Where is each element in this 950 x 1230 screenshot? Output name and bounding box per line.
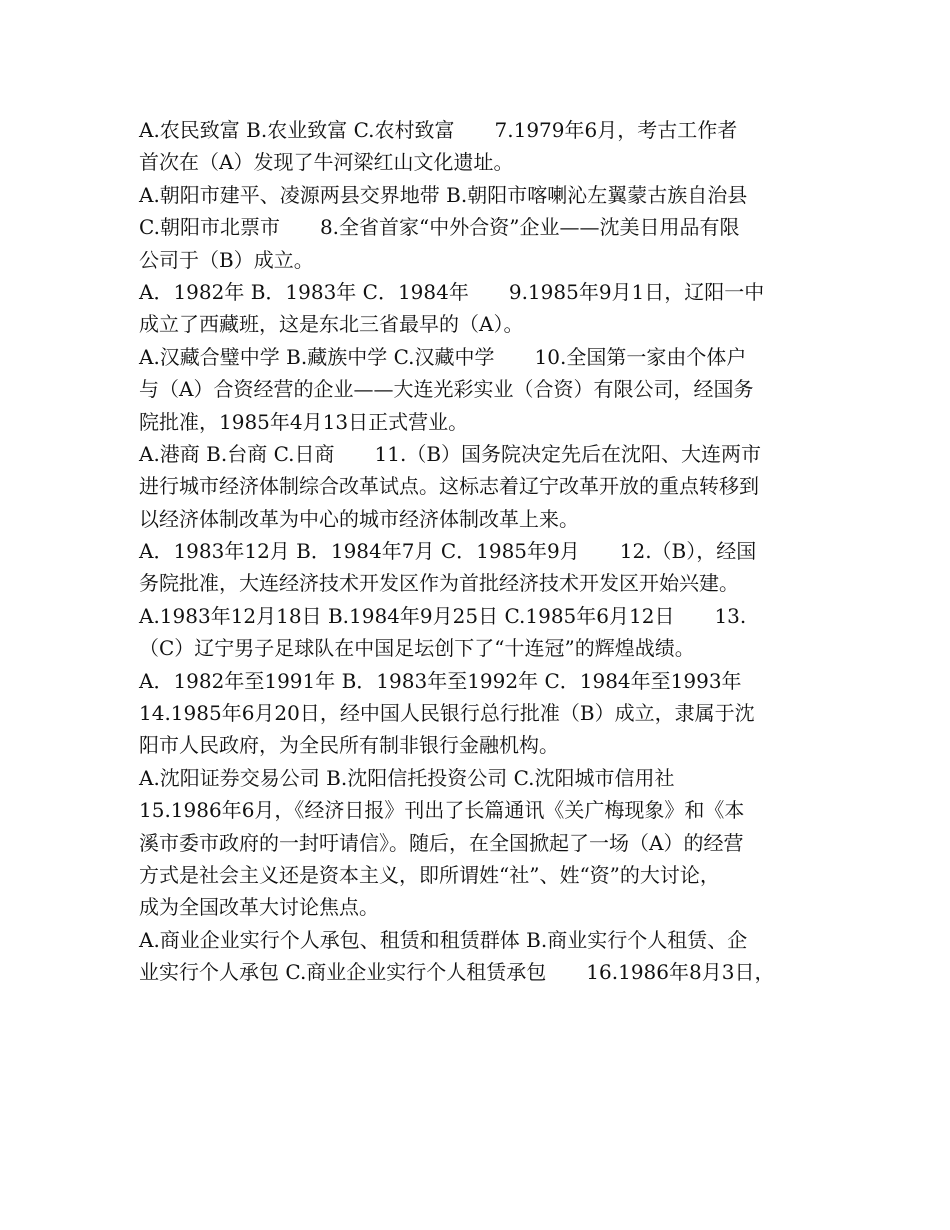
document-body	[139, 114, 819, 989]
text-line: 溪市委市政府的一封吁请信》。随后，在全国掀起了一场（A）的经营	[139, 830, 744, 855]
text-line: 以经济体制改革为中心的城市经济体制改革上来。	[139, 506, 579, 531]
text-line: A.农民致富 B.农业致富 C.农村致富 7.1979年6月，考古工作者	[139, 118, 738, 142]
text-line: A.商业企业实行个人承包、租赁和租赁群体 B.商业实行个人租赁、企	[139, 927, 748, 952]
text-line: C.朝阳市北票市 8.全省首家“中外合资”企业——沈美日用品有限	[139, 215, 740, 240]
text-line: A．1982年 B．1983年 C．1984年 9.1985年9月1日，辽阳一中	[139, 279, 765, 304]
text-line: 院批准，1985年4月13日正式营业。	[139, 409, 469, 434]
text-line: 15.1986年6月，《经济日报》刊出了长篇通讯《关广梅现象》和《本	[139, 798, 745, 823]
text-line: 公司于（B）成立。	[139, 247, 314, 272]
text-line: A．1983年12月 B．1984年7月 C．1985年9月 12.（B），经国	[139, 539, 757, 564]
text-line: 首次在（A）发现了牛河梁红山文化遗址。	[139, 150, 514, 175]
text-line: A.沈阳证券交易公司 B.沈阳信托投资公司 C.沈阳城市信用社	[139, 765, 675, 790]
text-line: 进行城市经济体制综合改革试点。这标志着辽宁改革开放的重点转移到	[139, 474, 759, 499]
text-line: A.汉藏合璧中学 B.藏族中学 C.汉藏中学 10.全国第一家由个体户	[139, 344, 747, 369]
text-line: 14.1985年6月20日，经中国人民银行总行批准（B）成立，隶属于沈	[139, 701, 755, 726]
text-line: A．1982年至1991年 B．1983年至1992年 C．1984年至1993年	[139, 668, 742, 693]
text-line: 与（A）合资经营的企业——大连光彩实业（合资）有限公司，经国务	[139, 377, 754, 402]
text-line: A.港商 B.台商 C.日商 11.（B）国务院决定先后在沈阳、大连两市	[139, 441, 762, 466]
text-line: 业实行个人承包 C.商业企业实行个人租赁承包 16.1986年8月3日，	[139, 960, 775, 985]
text-line: 务院批准，大连经济技术开发区作为首批经济技术开发区开始兴建。	[139, 571, 739, 596]
text-line: 阳市人民政府，为全民所有制非银行金融机构。	[139, 733, 559, 758]
text-line: 成立了西藏班，这是东北三省最早的（A）。	[139, 312, 524, 337]
text-line: 成为全国改革大讨论焦点。	[139, 895, 379, 920]
text-line: （C）辽宁男子足球队在中国足坛创下了“十连冠”的辉煌战绩。	[139, 636, 695, 661]
text-line: A.朝阳市建平、凌源两县交界地带 B.朝阳市喀喇沁左翼蒙古族自治县	[139, 182, 748, 207]
text-line: 方式是社会主义还是资本主义，即所谓姓“社”、姓“资”的大讨论，	[139, 862, 720, 887]
text-line: A.1983年12月18日 B.1984年9月25日 C.1985年6月12日 13.	[139, 603, 747, 628]
